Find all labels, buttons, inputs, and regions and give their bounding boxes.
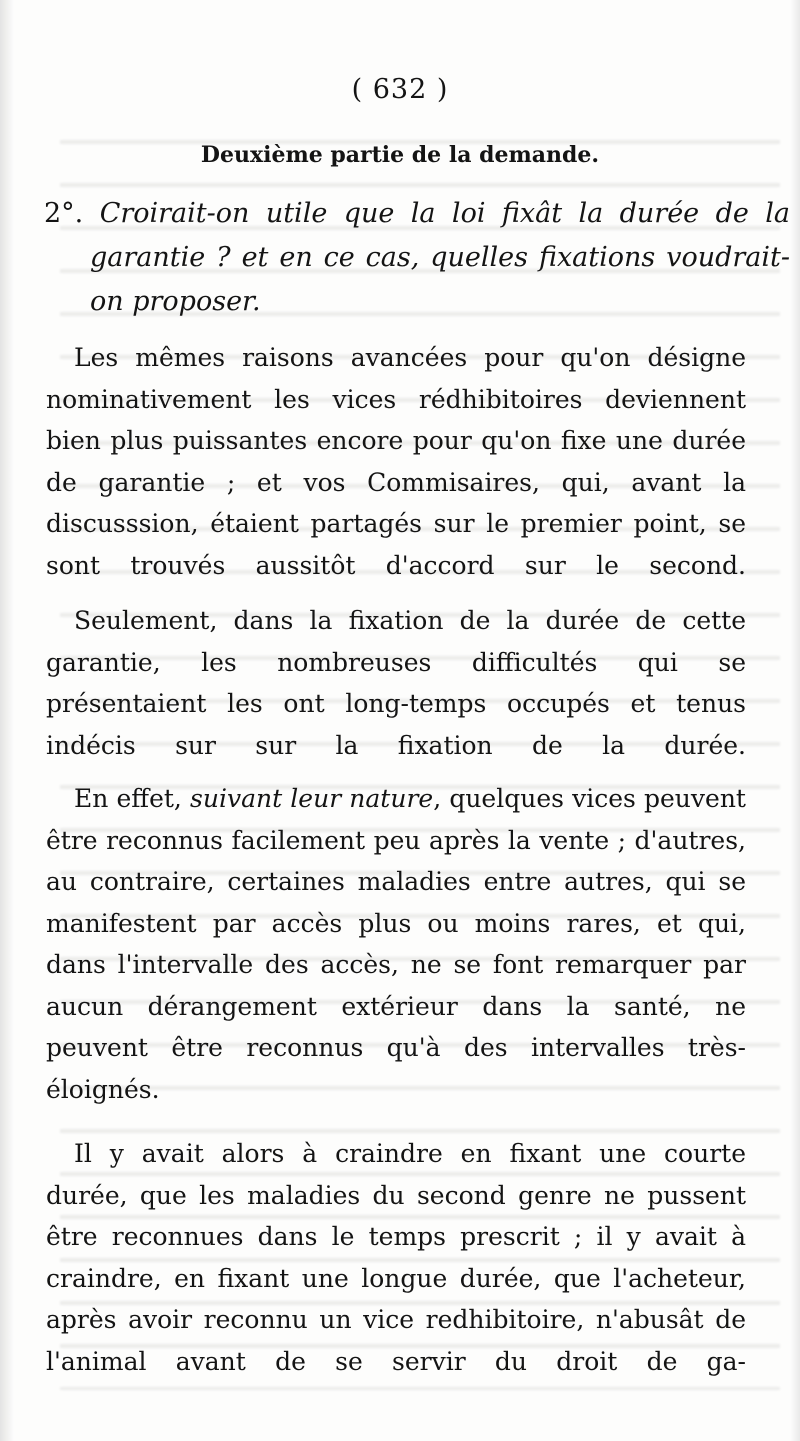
question-number: 2°. [44, 198, 84, 229]
page-number: ( 632 ) [351, 74, 449, 105]
paragraph-3-lead: En effet, [74, 784, 182, 813]
paragraph-3-emphasis: suivant leur nature [190, 784, 434, 813]
paragraph-4: Il y avait alors à craindre en fixant une courte durée, que les maladies du second genre ne pussent être reconnues dans le temps prescrit ; il y avait à craindre, en fixant une longue durée, que l'acheteur, après avoir reconnu un vice redhibitoire, n'abusât de l'animal avant de se servir du droit de ga- [46, 1139, 746, 1376]
page-edge-shadow [790, 0, 800, 1441]
page-gutter-shadow [0, 0, 14, 1441]
section-heading: Deuxième partie de la demande. [200, 142, 600, 168]
paragraph-3 [46, 778, 746, 1110]
paragraph-3-text: , quelques vices peuvent être reconnus facilement peu après la vente ; d'autres, au contraire, certaines maladies entre autres, qui se manifestent par accès plus ou moins rares, et qui, dans l'intervalle des accès, ne se font remarquer par aucun dérangement extérieur dans la santé, ne peuvent être reconnus qu'à des intervalles très-éloignés. [46, 784, 746, 1104]
paragraph-2: Seulement, dans la fixation de la durée de cette garantie, les nombreuses difficultés qui se présentaient les ont long-temps occupés et tenus indécis sur sur la fixation de la durée. [46, 606, 746, 760]
question-block [44, 192, 790, 324]
question-text: Croirait-on utile que la loi fixât la durée de la garantie ? et en ce cas, quelles fixations voudrait-on proposer. [90, 198, 790, 317]
paragraph-1: Les mêmes raisons avancées pour qu'on désigne nominativement les vices rédhibitoires deviennent bien plus puissantes encore pour qu'on fixe une durée de garantie ; et vos Commisaires, qui, avant la discusssion, étaient partagés sur le premier point, se sont trouvés aussitôt d'accord sur le second. [46, 343, 746, 580]
